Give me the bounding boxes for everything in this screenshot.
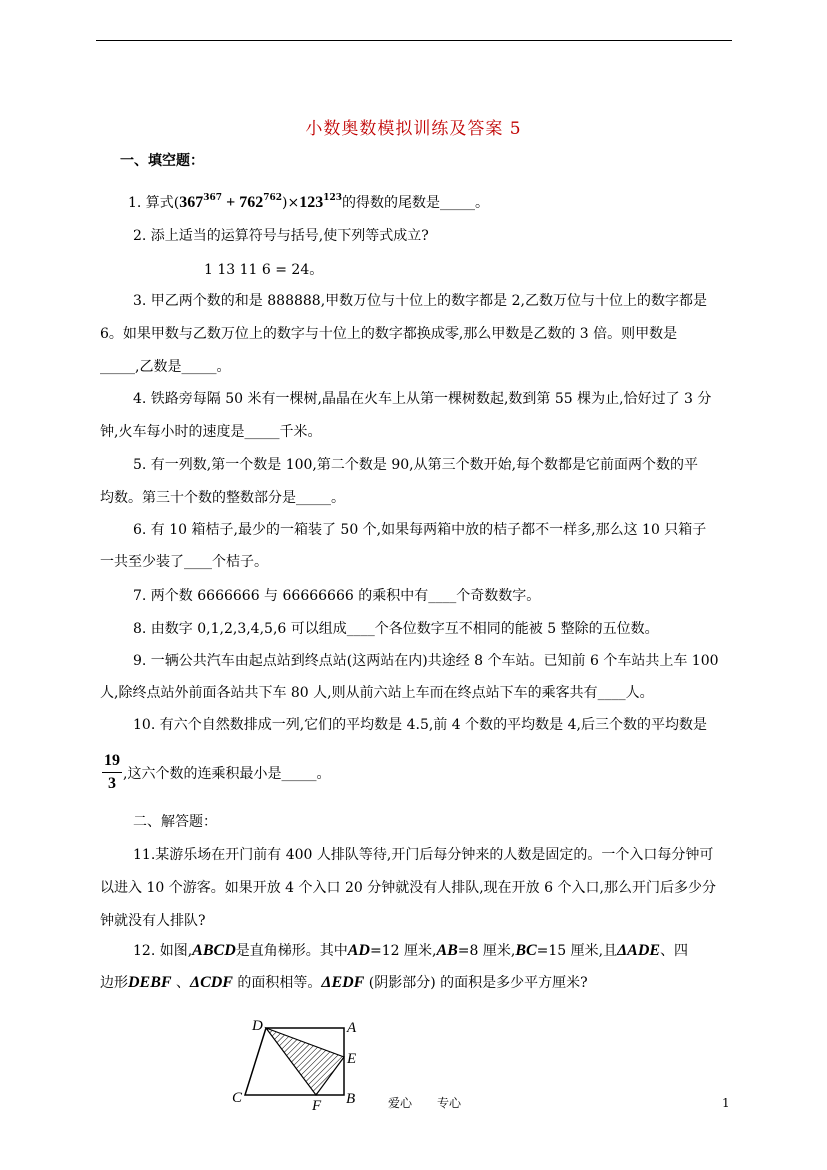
question-3-line-2: 6。如果甲数与乙数万位上的数字与十位上的数字都换成零,那么甲数是乙数的 3 倍。则甲数是	[100, 326, 678, 342]
section-heading-fill-in: 一、填空题：	[120, 153, 204, 169]
question-9-line-2: 人,除终点站外前面各站共下车 80 人,则从前六站上车而在终点站下车的乘客共有____人。	[100, 685, 654, 701]
section-heading-solve: 二、解答题：	[133, 814, 217, 830]
question-10-line-2: ,这六个数的连乘积最小是_____。	[123, 766, 331, 782]
question-11-line-2: 以进入 10 个游客。如果开放 4 个入口 20 分钟就没有人排队,现在开放 6 个入口,那么开门后多少分	[100, 880, 716, 896]
question-3-line-1: 3. 甲乙两个数的和是 888888,甲数万位与十位上的数字都是 2,乙数万位与十位上的数字都是	[133, 293, 707, 309]
footer-left: 爱心	[388, 1096, 413, 1110]
question-12-line-1: 12. 如图,ABCD是直角梯形。其中AD=12 厘米,AB=8 厘米,BC=15 厘米,且ΔADE、四	[133, 942, 689, 959]
label-f: F	[312, 1098, 322, 1112]
question-2-expression: 1 13 11 6 = 24。	[204, 262, 324, 278]
question-5-line-2: 均数。第三十个数的整数部分是_____。	[100, 490, 345, 506]
page-title: 小数奥数模拟训练及答案 5	[305, 119, 522, 139]
fraction-denominator: 3	[108, 775, 116, 792]
question-6-line-1: 6. 有 10 箱桔子,最少的一箱装了 50 个,如果每两箱中放的桔子都不一样多,那么这 10 只箱子	[133, 522, 707, 538]
footer-right: 专心	[437, 1096, 462, 1110]
question-10-line-1: 10. 有六个自然数排成一列,它们的平均数是 4.5,前 4 个数的平均数是 4,后三个数的平均数是	[133, 717, 707, 733]
question-11-line-3: 钟就没有人排队?	[100, 913, 206, 929]
page-number: 1	[722, 1096, 730, 1110]
question-11-line-1: 11.某游乐场在开门前有 400 人排队等待,开门后每分钟来的人数是固定的。一个入口每分钟可	[133, 847, 714, 863]
header-rule	[96, 40, 732, 41]
trapezoid-figure	[228, 1012, 368, 1112]
question-8: 8. 由数字 0,1,2,3,4,5,6 可以组成____个各位数字互不相同的能被 5 整除的五位数。	[133, 621, 659, 637]
question-4-line-1: 4. 铁路旁每隔 50 米有一棵树,晶晶在火车上从第一棵树数起,数到第 55 棵为止,恰好过了 3 分	[133, 391, 712, 407]
fraction-numerator: 19	[104, 752, 120, 769]
question-4-line-2: 钟,火车每小时的速度是_____千米。	[100, 424, 322, 440]
label-b: B	[346, 1091, 356, 1107]
question-9-line-1: 9. 一辆公共汽车由起点站到终点站(这两站在内)共途经 8 个车站。已知前 6 个车站共上车 100	[133, 653, 719, 669]
question-2: 2. 添上适当的运算符号与括号,使下列等式成立?	[133, 228, 429, 244]
question-12-line-2: 边形DEBF 、ΔCDF 的面积相等。ΔEDF (阴影部分) 的面积是多少平方厘米?	[100, 974, 588, 991]
shaded-triangle-edf	[266, 1028, 344, 1095]
question-5-line-1: 5. 有一列数,第一个数是 100,第二个数是 90,从第三个数开始,每个数都是它前面两个数的平	[133, 457, 699, 473]
question-7: 7. 两个数 6666666 与 66666666 的乘积中有____个奇数数字。	[133, 588, 541, 604]
question-1: 1. 算式$(367^{367} + 762^{762})\times 123^{123}$的得数的尾数是_____。	[128, 193, 489, 211]
label-d: D	[252, 1018, 263, 1034]
label-c: C	[232, 1090, 243, 1106]
question-6-line-2: 一共至少装了____个桔子。	[100, 554, 268, 570]
label-e: E	[347, 1051, 357, 1067]
label-a: A	[347, 1020, 357, 1036]
question-3-line-3: _____,乙数是_____。	[100, 359, 231, 375]
fraction-19-3	[102, 752, 122, 793]
